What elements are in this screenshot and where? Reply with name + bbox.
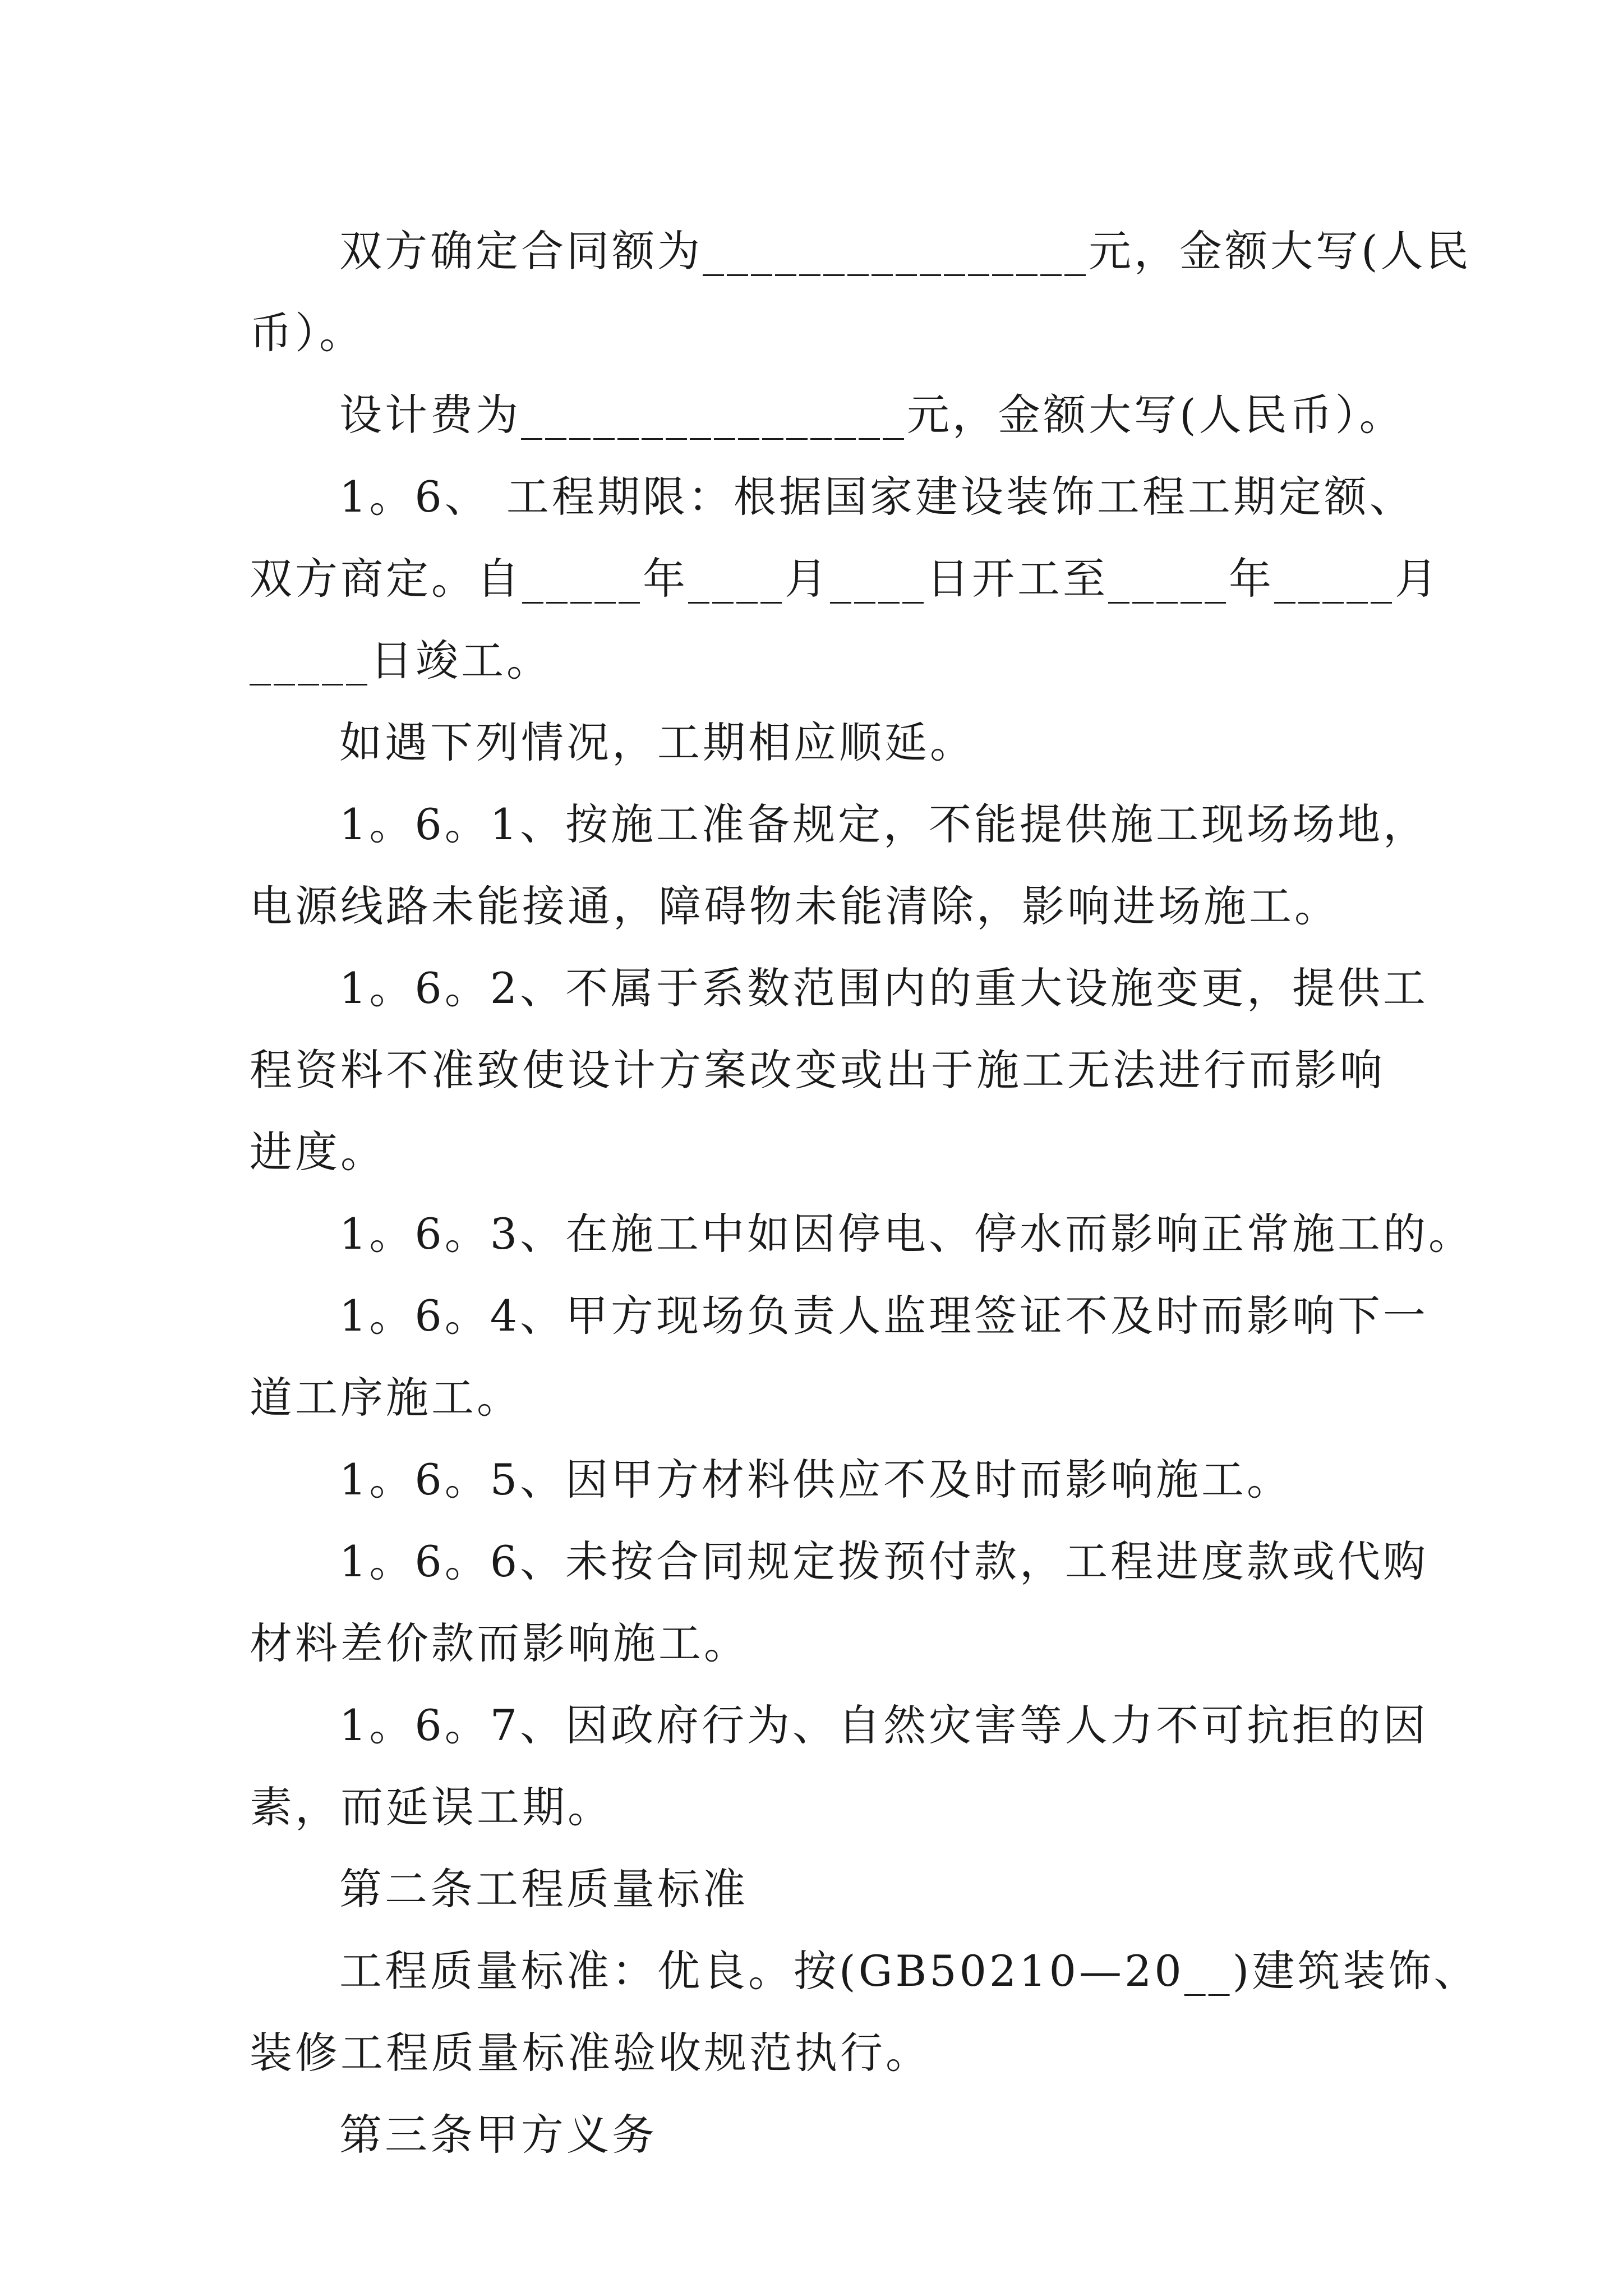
clause-1-6-6-cont: 材料差价款而影响施工。: [250, 1618, 749, 1668]
clause-1-6-1: 1。6。1、按施工准备规定，不能提供施工现场场地，: [339, 799, 1429, 849]
section-2-heading: 第二条工程质量标准: [339, 1864, 748, 1914]
clause-1-6-2: 1。6。2、不属于系数范围内的重大设施变更，提供工: [339, 963, 1429, 1013]
clause-1-6-2-cont-2: 进度。: [250, 1127, 386, 1177]
clause-1-6-4: 1。6。4、甲方现场负责人监理签证不及时而影响下一: [339, 1291, 1429, 1341]
document-body: [250, 210, 1479, 2176]
design-fee-line: 设计费为________________元，金额大写(人民币）。: [339, 390, 1405, 440]
contract-amount-line: 双方确定合同额为________________元，金额大写(人民: [339, 226, 1472, 276]
clause-1-6-1-cont: 电源线路未能接通，障碍物未能清除，影响进场施工。: [250, 881, 1340, 931]
clause-1-6-3: 1。6。3、在施工中如因停电、停水而影响正常施工的。: [339, 1209, 1474, 1259]
quality-standard-line-cont: 装修工程质量标准验收规范执行。: [250, 2028, 931, 2078]
schedule-term-line: 1。6、 工程期限：根据国家建设装饰工程工期定额、: [339, 472, 1415, 522]
clause-1-6-4-cont: 道工序施工。: [250, 1373, 522, 1423]
schedule-term-line-2: 双方商定。自_____年____月____日开工至_____年_____月: [250, 554, 1440, 604]
clause-1-6-6: 1。6。6、未按合同规定拨预付款，工程进度款或代购: [339, 1536, 1429, 1586]
clause-1-6-2-cont: 程资料不准致使设计方案改变或出于施工无法进行而影响: [250, 1045, 1385, 1095]
extension-intro: 如遇下列情况，工期相应顺延。: [339, 717, 975, 767]
clause-1-6-5: 1。6。5、因甲方材料供应不及时而影响施工。: [339, 1455, 1293, 1504]
contract-amount-line-cont: 币）。: [250, 308, 365, 358]
clause-1-6-7: 1。6。7、因政府行为、自然灾害等人力不可抗拒的因: [339, 1700, 1429, 1750]
section-3-heading: 第三条甲方义务: [339, 2110, 657, 2160]
quality-standard-line: 工程质量标准：优良。按(GB50210—20__)建筑装饰、: [339, 1946, 1479, 1996]
schedule-term-line-3: _____日竣工。: [250, 636, 552, 685]
clause-1-6-7-cont: 素，而延误工期。: [250, 1782, 613, 1832]
